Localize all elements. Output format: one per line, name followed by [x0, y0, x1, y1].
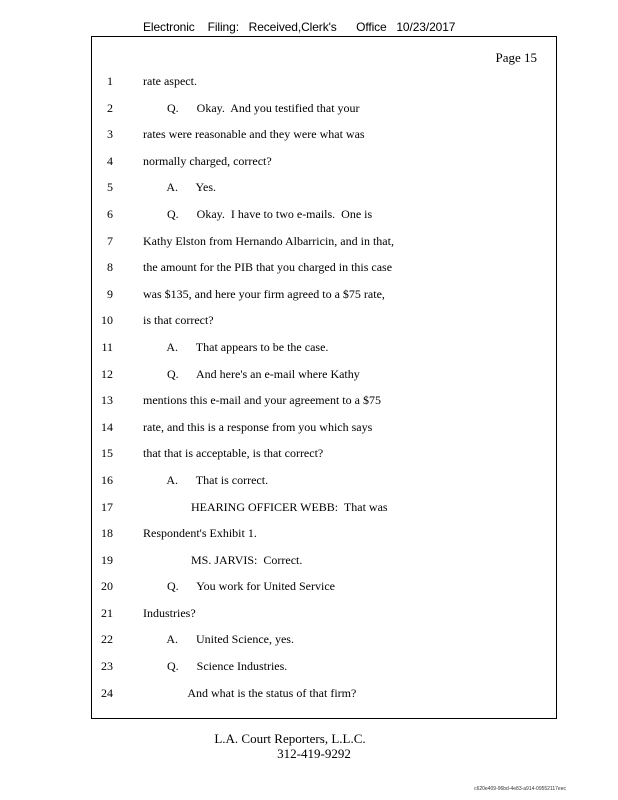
transcript-line [91, 443, 557, 470]
line-number: 13 [101, 393, 113, 408]
line-number: 4 [107, 153, 113, 168]
line-number: 5 [107, 180, 113, 195]
line-text: Industries? [143, 605, 196, 620]
line-text: rate aspect. [143, 74, 197, 88]
page-number: Page 15 [495, 50, 537, 65]
line-text: that that is acceptable, is that correct? [143, 446, 324, 461]
line-number: 15 [101, 446, 113, 461]
line-text: Q. Okay. I have to two e-mails. One is [143, 206, 373, 221]
transcript-line [91, 523, 557, 550]
filing-stamp-header: Electronic Filing: Received,Clerk's Office 10/23/2017 [143, 20, 456, 34]
line-number: 21 [101, 605, 113, 620]
line-number: 3 [107, 127, 113, 142]
line-text: Q. And here's an e-mail where Kathy [143, 366, 360, 381]
transcript-line [91, 310, 557, 337]
line-number: 20 [101, 579, 113, 594]
transcript-line [91, 177, 557, 204]
transcript-line [91, 124, 557, 151]
document-hash: c620e409-96bd-4e83-a914-09552117eec [474, 786, 566, 792]
line-text: A. That is correct. [143, 472, 269, 487]
transcript-line [91, 550, 557, 577]
line-text: rates were reasonable and they were what was [143, 127, 365, 142]
transcript-line [91, 231, 557, 258]
transcript-line [91, 470, 557, 497]
line-number: 12 [101, 366, 113, 381]
line-number: 22 [101, 632, 113, 647]
transcript-line [91, 284, 557, 311]
line-number: 16 [101, 472, 113, 487]
line-text: the amount for the PIB that you charged in this case [143, 260, 393, 275]
transcript-line [91, 337, 557, 364]
line-text: is that correct? [143, 313, 214, 328]
transcript-line [91, 71, 557, 98]
transcript-line [91, 151, 557, 178]
line-number: 8 [107, 260, 113, 275]
line-text: was $135, and here your firm agreed to a $75 rate, [143, 286, 385, 301]
transcript-line [91, 603, 557, 630]
line-number: 18 [101, 526, 113, 541]
line-text: Q. Okay. And you testified that your [143, 100, 360, 115]
line-number: 2 [107, 100, 113, 115]
transcript-line [91, 364, 557, 391]
transcript-line [91, 656, 557, 683]
transcript-line [91, 576, 557, 603]
transcript-line [91, 629, 557, 656]
court-reporter-phone: 312-419-9292 [277, 746, 351, 761]
line-text: MS. JARVIS: Correct. [143, 552, 303, 567]
line-text: Respondent's Exhibit 1. [143, 526, 257, 541]
line-text: A. That appears to be the case. [143, 339, 329, 354]
line-number: 9 [107, 286, 113, 301]
line-number: 10 [101, 313, 113, 328]
line-text: HEARING OFFICER WEBB: That was [143, 499, 388, 514]
line-number: 11 [101, 339, 113, 354]
line-number: 19 [101, 552, 113, 567]
transcript-line [91, 204, 557, 231]
line-text: A. United Science, yes. [143, 632, 294, 647]
line-number: 23 [101, 659, 113, 674]
line-text: Q. Science Industries. [143, 659, 288, 674]
line-text: Kathy Elston from Hernando Albarricin, and in that, [143, 233, 394, 248]
line-text: normally charged, correct? [143, 153, 272, 168]
line-number: 1 [107, 74, 113, 88]
line-text: A. Yes. [143, 180, 217, 195]
transcript-line [91, 98, 557, 125]
line-number: 24 [101, 685, 113, 700]
court-reporter-name: L.A. Court Reporters, L.L.C. [214, 731, 366, 746]
transcript-line [91, 417, 557, 444]
transcript-line [91, 683, 557, 710]
line-number: 7 [107, 233, 113, 248]
line-text: Q. You work for United Service [143, 579, 335, 594]
transcript-body [91, 71, 557, 709]
line-text: And what is the status of that firm? [143, 685, 357, 700]
transcript-line [91, 390, 557, 417]
line-number: 14 [101, 419, 113, 434]
transcript-line [91, 497, 557, 524]
line-number: 6 [107, 206, 113, 221]
line-text: mentions this e-mail and your agreement to a $75 [143, 393, 381, 408]
line-text: rate, and this is a response from you which says [143, 419, 373, 434]
line-number: 17 [101, 499, 113, 514]
transcript-line [91, 257, 557, 284]
